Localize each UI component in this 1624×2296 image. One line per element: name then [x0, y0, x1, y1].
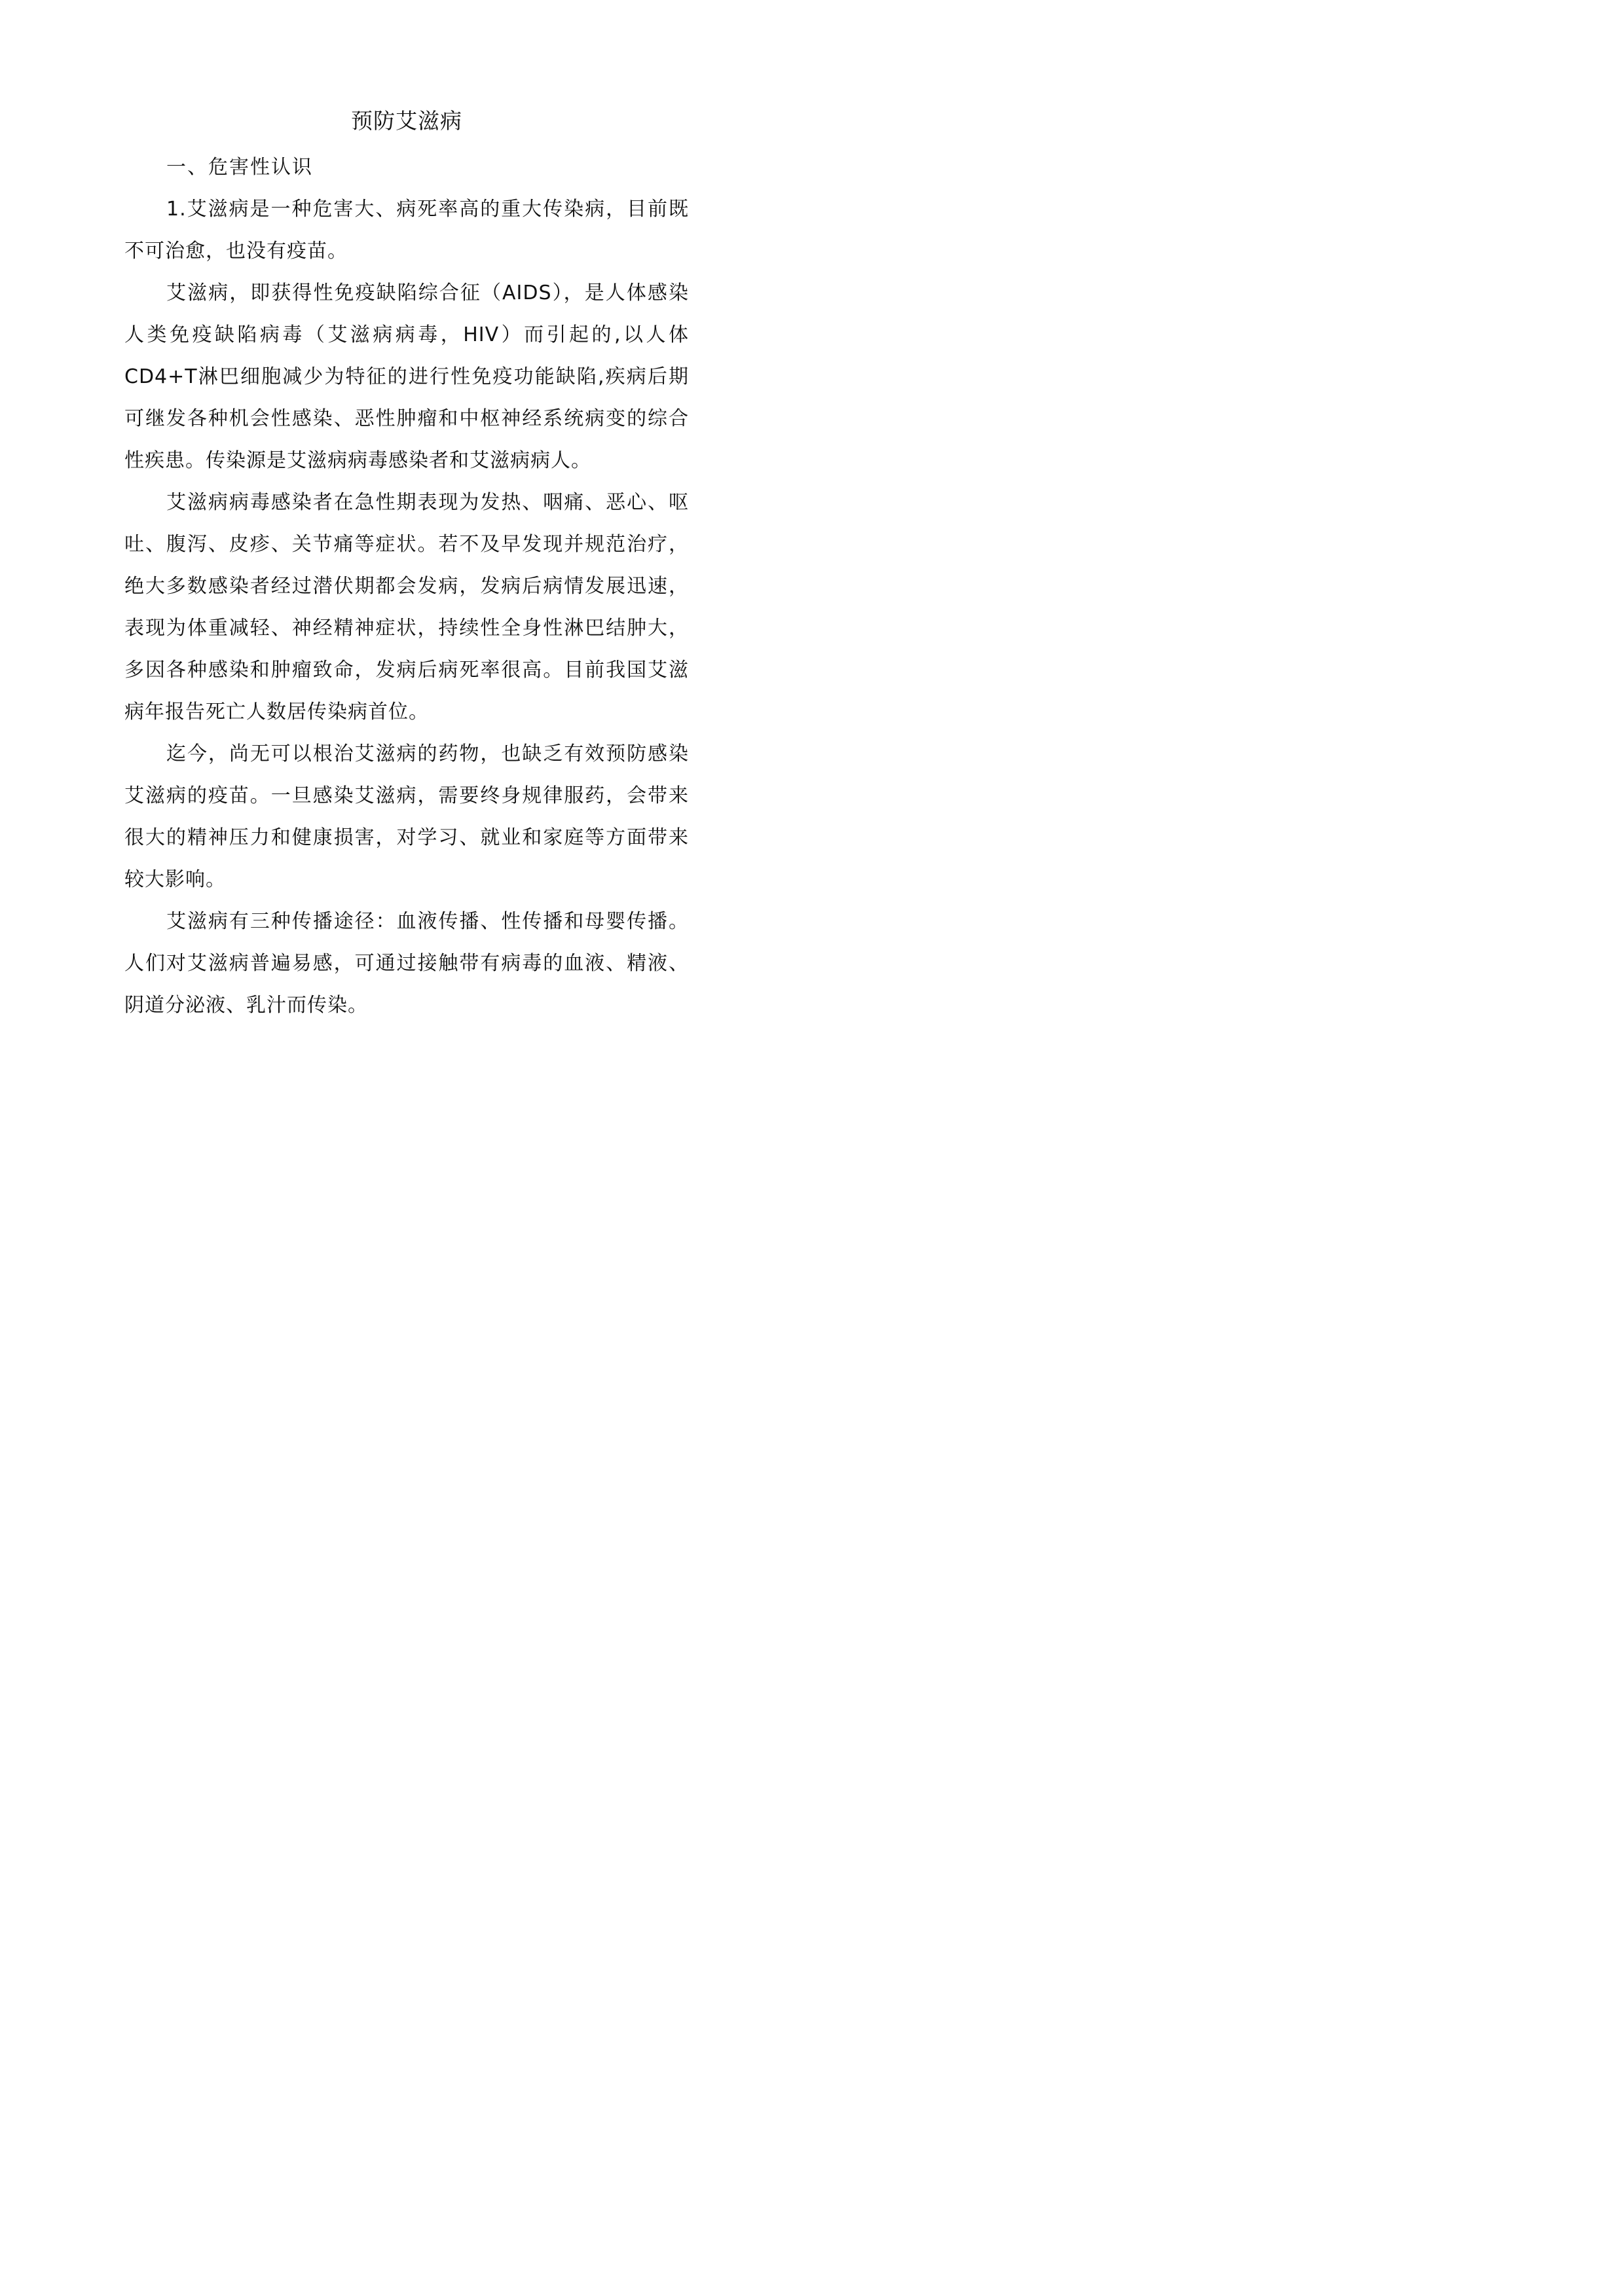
page-title: 预防艾滋病 [351, 108, 462, 134]
paragraph-3: 艾滋病病毒感染者在急性期表现为发热、咽痛、恶心、呕吐、腹泻、皮疹、关节痛等症状。若不及早发现并规范治疗，绝大多数感染者经过潜伏期都会发病，发病后病情发展迅速，表现为体重减轻、神经精神症状，持续性全身性淋巴结肿大，多因各种感染和肿瘤致命，发病后病死率很高。目前我国艾滋病年报告死亡人数居传染病首位。 [124, 491, 689, 723]
paragraph-1: 1.艾滋病是一种危害大、病死率高的重大传染病，目前既不可治愈，也没有疫苗。 [124, 198, 689, 263]
paragraph-4: 迄今，尚无可以根治艾滋病的药物，也缺乏有效预防感染艾滋病的疫苗。一旦感染艾滋病，需要终身规律服药，会带来很大的精神压力和健康损害，对学习、就业和家庭等方面带来较大影响。 [124, 742, 689, 891]
section-heading: 一、危害性认识 [166, 156, 313, 179]
paragraph-5: 艾滋病有三种传播途径：血液传播、性传播和母婴传播。人们对艾滋病普遍易感，可通过接触带有病毒的血液、精液、阴道分泌液、乳汁而传染。 [124, 910, 689, 1017]
paragraph-2: 艾滋病，即获得性免疫缺陷综合征（AIDS），是人体感染人类免疫缺陷病毒（艾滋病病毒，HIV）而引起的,以人体CD4+T淋巴细胞减少为特征的进行性免疫功能缺陷,疾病后期可继发各种机会性感染、恶性肿瘤和中枢神经系统病变的综合性疾患。传染源是艾滋病病毒感染者和艾滋病病人。 [124, 282, 689, 472]
document-page [0, 0, 812, 1148]
